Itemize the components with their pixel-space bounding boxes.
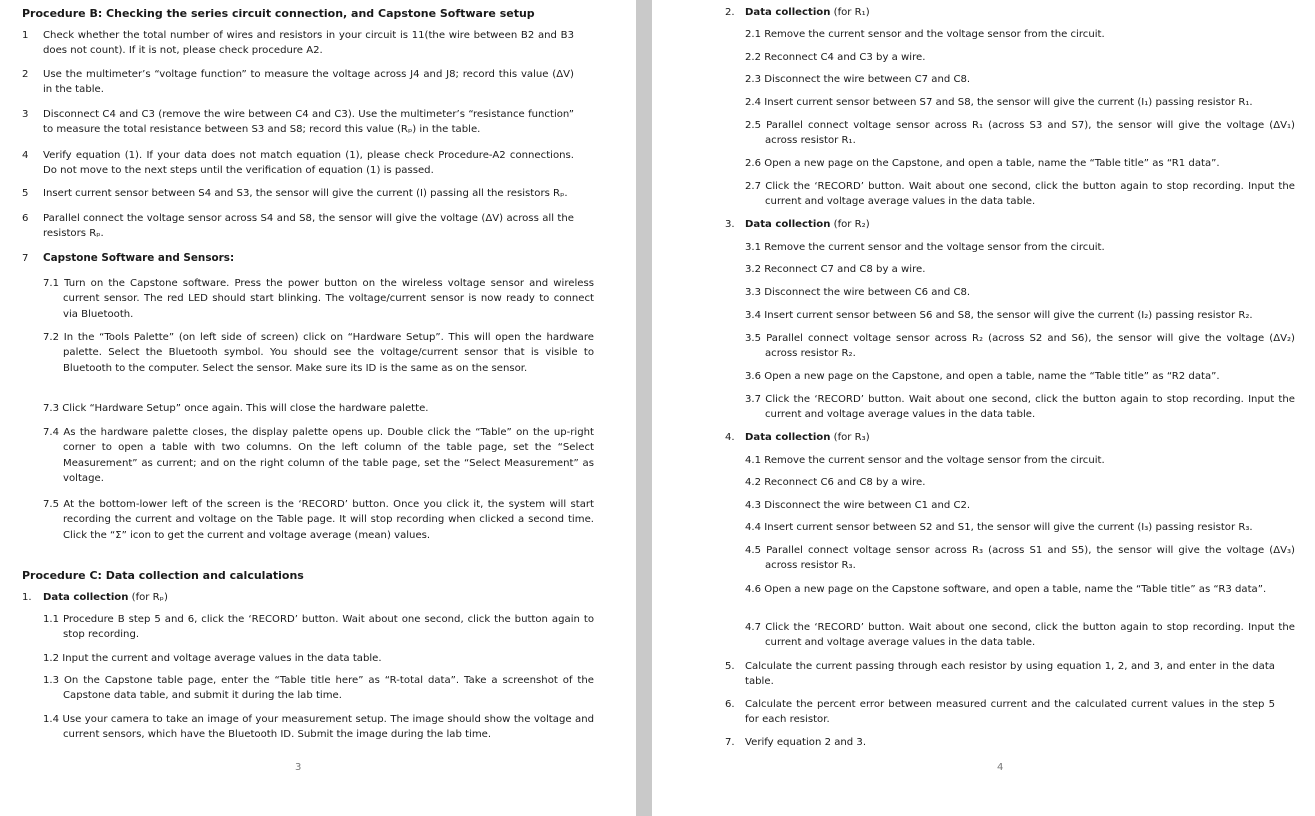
substep-7-5: 7.5 At the bottom-lower left of the screen is the ‘RECORD’ button. Once you click it, the system will start recording the current and voltage on the Table page. It will stop recording when clicked a second time. Click the “Σ” icon to get the current and voltage average (mean) values. (43, 499, 594, 541)
document-page-3 (0, 0, 636, 816)
substep-1-3: 1.3 On the Capstone table page, enter the “Table title here” as “R-total data”. Take a screenshot of the Capstone data table, and submit it during the lab time. (43, 675, 594, 702)
step-text: Calculate the percent error between measured current and the calculated current values in the step 5 for each resistor. (745, 699, 1275, 726)
step-text: Disconnect C4 and C3 (remove the wire between C4 and C3). Use the multimeter’s “resistance function” to measure the total resistance between S3 and S8; record this value (Rₚ) in the table. (43, 109, 574, 136)
substep-4-6: 4.6 Open a new page on the Capstone software, and open a table, name the “Table title” as “R3 data”. (745, 584, 1267, 595)
step-number: 5. (725, 661, 735, 672)
substep-1-4: 1.4 Use your camera to take an image of your measurement setup. The image should show the voltage and current sensors, which have the Bluetooth ID. Submit the image during the lab time. (43, 714, 594, 741)
step-number: 7. (725, 737, 735, 748)
substep-2-7: 2.7 Click the ‘RECORD’ button. Wait about one second, click the button again to stop recording. Input the current and voltage average values in the data table. (745, 181, 1295, 208)
step-number: 3 (22, 109, 29, 120)
step-text: Check whether the total number of wires and resistors in your circuit is 11(the wire between B2 and B3 does not count). If it is not, please check procedure A2. (43, 30, 574, 57)
heading-sub: (for R₃) (833, 432, 870, 443)
step-number: 1 (22, 30, 29, 41)
substep-3-3: 3.3 Disconnect the wire between C6 and C8. (745, 287, 971, 298)
step-number: 6 (22, 213, 29, 224)
step-text: Calculate the current passing through each resistor by using equation 1, 2, and 3, and enter in the data table. (745, 661, 1275, 688)
capstone-software-heading: Capstone Software and Sensors: (43, 252, 235, 264)
substep-3-6: 3.6 Open a new page on the Capstone, and open a table, name the “Table title” as “R2 data”. (745, 371, 1220, 382)
substep-3-7: 3.7 Click the ‘RECORD’ button. Wait about one second, click the button again to stop recording. Input the current and voltage average values in the data table. (745, 394, 1295, 421)
substep-4-5: 4.5 Parallel connect voltage sensor across R₃ (across S1 and S5), the sensor will give the voltage (ΔV₃) across resistor R₃. (745, 545, 1295, 572)
substep-3-1: 3.1 Remove the current sensor and the voltage sensor from the circuit. (745, 242, 1105, 253)
substep-2-5: 2.5 Parallel connect voltage sensor across R₁ (across S3 and S7), the sensor will give the voltage (ΔV₁) across resistor R₁. (745, 120, 1295, 147)
substep-7-3: 7.3 Click “Hardware Setup” once again. This will close the hardware palette. (43, 403, 429, 414)
substep-1-2: 1.2 Input the current and voltage average values in the data table. (43, 653, 382, 664)
substep-3-2: 3.2 Reconnect C7 and C8 by a wire. (745, 264, 926, 275)
procedure-b-title: Procedure B: Checking the series circuit connection, and Capstone Software setup (22, 7, 535, 20)
step-number: 3. (725, 219, 735, 230)
data-collection-heading (745, 5, 1275, 20)
step-number: 6. (725, 699, 735, 710)
substep-2-2: 2.2 Reconnect C4 and C3 by a wire. (745, 52, 926, 63)
heading-sub: (for R₁) (833, 7, 870, 18)
step-number: 7 (22, 253, 29, 264)
substep-2-1: 2.1 Remove the current sensor and the voltage sensor from the circuit. (745, 29, 1105, 40)
substep-4-1: 4.1 Remove the current sensor and the voltage sensor from the circuit. (745, 455, 1105, 466)
substep-2-6: 2.6 Open a new page on the Capstone, and open a table, name the “Table title” as “R1 data”. (745, 158, 1220, 169)
substep-4-2: 4.2 Reconnect C6 and C8 by a wire. (745, 477, 926, 488)
step-text: Verify equation (1). If your data does not match equation (1), please check Procedure-A2 connections. Do not move to the next steps until the verification of equation (1) is passed. (43, 150, 574, 177)
substep-4-7: 4.7 Click the ‘RECORD’ button. Wait about one second, click the button again to stop recording. Input the current and voltage average values in the data table. (745, 622, 1295, 649)
document-page-4 (652, 0, 1315, 816)
data-collection-heading (745, 217, 1275, 232)
heading-sub: (for R₂) (833, 219, 870, 230)
heading-label: Data collection (745, 219, 831, 230)
substep-3-5: 3.5 Parallel connect voltage sensor across R₂ (across S2 and S6), the sensor will give the voltage (ΔV₂) across resistor R₂. (745, 333, 1295, 360)
step-text: Parallel connect the voltage sensor across S4 and S8, the sensor will give the voltage (ΔV) across all the resistors Rₚ. (43, 213, 574, 240)
step-number: 4 (22, 150, 29, 161)
substep-7-1: 7.1 Turn on the Capstone software. Press the power button on the wireless voltage sensor and wireless current sensor. The red LED should start blinking. The voltage/current sensor is now ready to connect via Bluetooth. (43, 278, 594, 320)
substep-4-4: 4.4 Insert current sensor between S2 and S1, the sensor will give the current (I₃) passing resistor R₃. (745, 522, 1253, 533)
substep-7-4: 7.4 As the hardware palette closes, the display palette opens up. Double click the “Table” on the up-right corner to open a table with two columns. On the left column of the table page, set the “Select Measurement” as current; and on the right column of the table page, set the “Select Measurement” as voltage. (43, 427, 594, 485)
step-number: 2 (22, 69, 29, 80)
heading-label: Data collection (745, 7, 831, 18)
heading-sub: (for Rₚ) (131, 592, 168, 603)
substep-4-3: 4.3 Disconnect the wire between C1 and C2. (745, 500, 971, 511)
step-text: Use the multimeter’s “voltage function” to measure the voltage across J4 and J8; record this value (ΔV) in the table. (43, 69, 574, 96)
substep-1-1: 1.1 Procedure B step 5 and 6, click the ‘RECORD’ button. Wait about one second, click the button again to stop recording. (43, 614, 594, 641)
heading-label: Data collection (43, 592, 129, 603)
substep-3-4: 3.4 Insert current sensor between S6 and S8, the sensor will give the current (I₂) passing resistor R₂. (745, 310, 1253, 321)
substep-2-3: 2.3 Disconnect the wire between C7 and C8. (745, 74, 971, 85)
step-number: 1. (22, 592, 32, 603)
step-number: 4. (725, 432, 735, 443)
page-number: 3 (295, 762, 302, 773)
data-collection-heading (745, 430, 1275, 445)
heading-label: Data collection (745, 432, 831, 443)
step-number: 5 (22, 188, 29, 199)
substep-2-4: 2.4 Insert current sensor between S7 and S8, the sensor will give the current (I₁) passing resistor R₁. (745, 97, 1253, 108)
procedure-c-title: Procedure C: Data collection and calculations (22, 569, 304, 582)
step-number: 2. (725, 7, 735, 18)
data-collection-heading (43, 590, 574, 605)
step-text: Verify equation 2 and 3. (745, 737, 867, 748)
page-number: 4 (997, 762, 1004, 773)
substep-7-2: 7.2 In the “Tools Palette” (on left side of screen) click on “Hardware Setup”. This will open the hardware palette. Select the Bluetooth symbol. You should see the voltage/current sensor that is visible to Bluetooth to the computer. Select the sensor. Make sure its ID is the same as on the sensor. (43, 332, 594, 374)
step-text: Insert current sensor between S4 and S3, the sensor will give the current (I) passing all the resistors Rₚ. (43, 188, 568, 199)
